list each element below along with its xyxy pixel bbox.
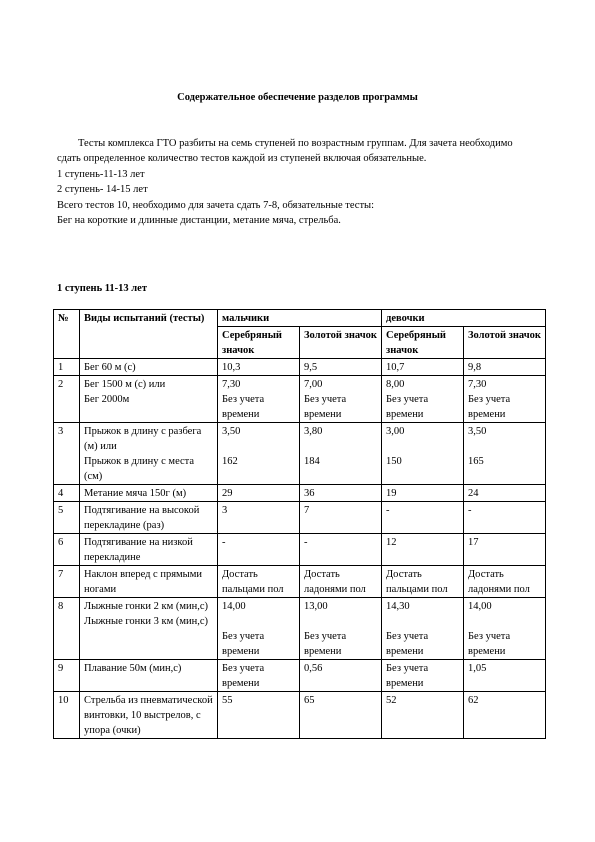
row-num: 5 (54, 502, 80, 534)
row-num: 4 (54, 485, 80, 502)
row-test: Подтягивание на высокой перекладине (раз) (80, 502, 218, 534)
girls-silver-value: 8,00 Без учета времени (382, 376, 464, 423)
girls-gold-value: 7,30 Без учета времени (464, 376, 546, 423)
page-title: Содержательное обеспечение разделов программы (177, 92, 418, 103)
stage-1-line: 1 ступень-11-13 лет (57, 168, 145, 180)
table-row (54, 534, 546, 566)
row-num: 6 (54, 534, 80, 566)
girls-gold-value: 62 (464, 692, 546, 739)
row-test: Метание мяча 150г (м) (80, 485, 218, 502)
header-girls: девочки (382, 310, 546, 327)
girls-silver-value: 14,30 Без учета времени (382, 598, 464, 660)
boys-gold-value: 3,80 184 (300, 423, 382, 485)
boys-gold-value: - (300, 534, 382, 566)
girls-gold-value: 17 (464, 534, 546, 566)
boys-gold-value: 0,56 (300, 660, 382, 692)
row-test: Бег 1500 м (с) или Бег 2000м (80, 376, 218, 423)
girls-silver-value: 12 (382, 534, 464, 566)
table-row (54, 485, 546, 502)
girls-gold-value: Достать ладонями пол (464, 566, 546, 598)
row-test: Бег 60 м (с) (80, 359, 218, 376)
table-row (54, 660, 546, 692)
girls-silver-value: 3,00 150 (382, 423, 464, 485)
table-row (54, 359, 546, 376)
row-num: 9 (54, 660, 80, 692)
row-num: 1 (54, 359, 80, 376)
header-boys: мальчики (218, 310, 382, 327)
table-row (54, 376, 546, 423)
girls-gold-value: 1,05 (464, 660, 546, 692)
table-header-row (54, 310, 546, 327)
row-num: 7 (54, 566, 80, 598)
header-test-type: Виды испытаний (тесты) (80, 310, 218, 359)
girls-silver-value: Достать пальцами пол (382, 566, 464, 598)
boys-gold-value: 65 (300, 692, 382, 739)
row-num: 10 (54, 692, 80, 739)
girls-silver-value: 10,7 (382, 359, 464, 376)
girls-gold-value: - (464, 502, 546, 534)
row-test: Подтягивание на низкой перекладине (80, 534, 218, 566)
header-num: № (54, 310, 80, 359)
intro-text (57, 136, 527, 228)
boys-gold-value: 36 (300, 485, 382, 502)
header-boys-gold: Золотой значок (300, 327, 382, 359)
boys-silver-value: 7,30 Без учета времени (218, 376, 300, 423)
row-num: 3 (54, 423, 80, 485)
girls-silver-value: Без учета времени (382, 660, 464, 692)
girls-gold-value: 3,50 165 (464, 423, 546, 485)
boys-gold-value: 9,5 (300, 359, 382, 376)
row-num: 8 (54, 598, 80, 660)
mandatory-tests-line: Бег на короткие и длинные дистанции, метание мяча, стрельба. (57, 215, 341, 227)
boys-silver-value: Без учета времени (218, 660, 300, 692)
boys-silver-value: 14,00 Без учета времени (218, 598, 300, 660)
boys-silver-value: Достать пальцами пол (218, 566, 300, 598)
header-boys-silver: Серебряный значок (218, 327, 300, 359)
girls-gold-value: 9,8 (464, 359, 546, 376)
row-num: 2 (54, 376, 80, 423)
table-row (54, 423, 546, 485)
girls-silver-value: - (382, 502, 464, 534)
boys-silver-value: 3,50 162 (218, 423, 300, 485)
header-girls-silver: Серебряный значок (382, 327, 464, 359)
header-girls-gold: Золотой значок (464, 327, 546, 359)
row-test: Лыжные гонки 2 км (мин,с) Лыжные гонки 3 км (мин,с) (80, 598, 218, 660)
girls-gold-value: 14,00 Без учета времени (464, 598, 546, 660)
section-heading: 1 ступень 11-13 лет (57, 283, 147, 294)
gto-standards-table (53, 309, 546, 739)
girls-gold-value: 24 (464, 485, 546, 502)
intro-paragraph: Тесты комплекса ГТО разбиты на семь ступеней по возрастным группам. Для зачета необходимо сдать определенное количество тестов каждой из ступеней включая обязательные. (57, 138, 513, 165)
row-test: Прыжок в длину с разбега (м) или Прыжок в длину с места (см) (80, 423, 218, 485)
girls-silver-value: 19 (382, 485, 464, 502)
stage-2-line: 2 ступень- 14-15 лет (57, 184, 148, 196)
tests-total-line: Всего тестов 10, необходимо для зачета сдать 7-8, обязательные тесты: (57, 199, 374, 211)
table-row (54, 566, 546, 598)
boys-gold-value: Достать ладонями пол (300, 566, 382, 598)
table-row (54, 502, 546, 534)
boys-silver-value: 29 (218, 485, 300, 502)
table-row (54, 692, 546, 739)
girls-silver-value: 52 (382, 692, 464, 739)
row-test: Наклон вперед с прямыми ногами (80, 566, 218, 598)
boys-silver-value: 10,3 (218, 359, 300, 376)
boys-silver-value: 3 (218, 502, 300, 534)
boys-gold-value: 7,00 Без учета времени (300, 376, 382, 423)
row-test: Стрельба из пневматической винтовки, 10 выстрелов, с упора (очки) (80, 692, 218, 739)
boys-gold-value: 13,00 Без учета времени (300, 598, 382, 660)
boys-gold-value: 7 (300, 502, 382, 534)
boys-silver-value: - (218, 534, 300, 566)
row-test: Плавание 50м (мин,с) (80, 660, 218, 692)
boys-silver-value: 55 (218, 692, 300, 739)
table-row (54, 598, 546, 660)
